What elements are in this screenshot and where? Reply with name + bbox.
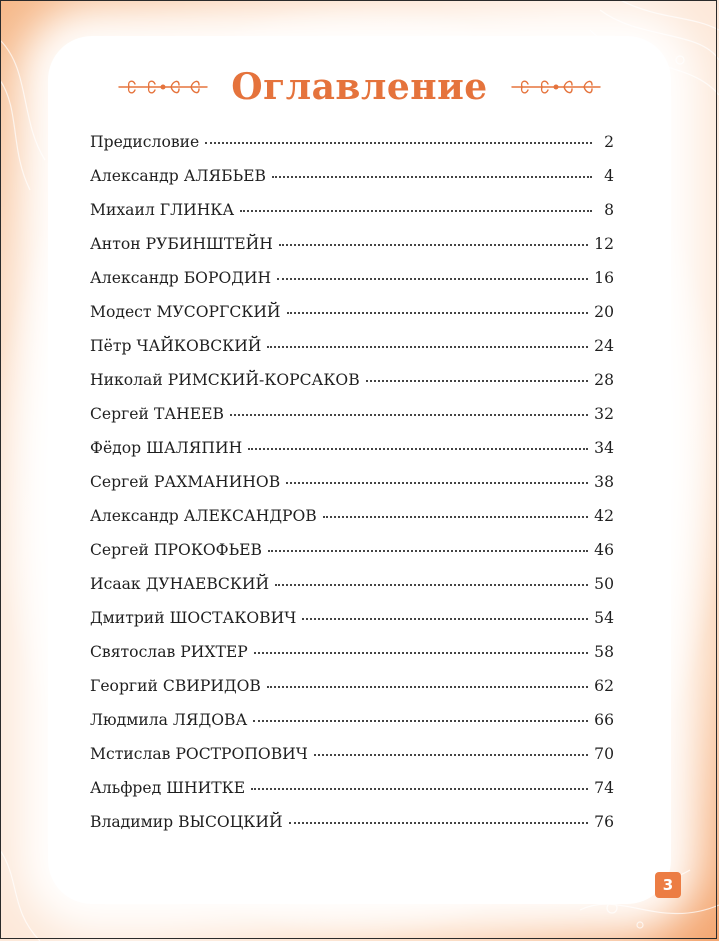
toc-entry-page: 62 <box>594 677 614 695</box>
toc-entry[interactable] <box>90 575 614 609</box>
toc-entry-name: Сергей <box>90 405 149 423</box>
toc-entry-page: 76 <box>594 813 614 831</box>
toc-entry-name: Исаак <box>90 575 141 593</box>
toc-entry[interactable] <box>90 711 614 745</box>
dot-leader <box>277 278 588 280</box>
toc-entry-surname: РОСТРОПОВИЧ <box>175 745 308 763</box>
leaf-branch-icon <box>115 76 211 98</box>
toc-entry-title <box>90 439 242 457</box>
toc-entry-page: 42 <box>594 507 614 525</box>
dot-leader <box>289 822 589 824</box>
toc-entry-surname: ШНИТКЕ <box>166 779 246 797</box>
toc-entry-page: 16 <box>594 269 614 287</box>
toc-entry-name: Николай <box>90 371 163 389</box>
toc-entry-page: 2 <box>604 133 614 151</box>
toc-entry-title <box>90 813 283 831</box>
toc-entry-name: Антон <box>90 235 141 253</box>
toc-entry-surname: РУБИНШТЕЙН <box>145 235 273 253</box>
dot-leader <box>248 448 588 450</box>
toc-entry-title <box>90 303 281 321</box>
dot-leader <box>267 346 588 348</box>
dot-leader <box>314 754 588 756</box>
toc-entry-title <box>90 507 317 525</box>
toc-entry[interactable] <box>90 677 614 711</box>
toc-entry-name: Георгий <box>90 677 158 695</box>
toc-entry-name: Предисловие <box>90 133 200 151</box>
dot-leader <box>272 176 592 178</box>
toc-entry-title <box>90 473 280 491</box>
toc-entry-page: 4 <box>604 167 614 185</box>
toc-entry-page: 54 <box>594 609 614 627</box>
toc-entry-title <box>90 745 308 763</box>
dot-leader <box>366 380 588 382</box>
toc-entry-title <box>90 541 262 559</box>
dot-leader <box>286 482 588 484</box>
toc-entry-surname: СВИРИДОВ <box>162 677 261 695</box>
toc-entry-page: 8 <box>604 201 614 219</box>
toc-entry-name: Александр <box>90 507 179 525</box>
toc-entry[interactable] <box>90 609 614 643</box>
toc-entry[interactable] <box>90 303 614 337</box>
toc-entry-title <box>90 201 234 219</box>
dot-leader <box>240 210 592 212</box>
toc-entry-surname: ПРОКОФЬЕВ <box>153 541 262 559</box>
toc-entry-title <box>90 575 269 593</box>
toc-entry-title <box>90 711 247 729</box>
toc-entry-page: 58 <box>594 643 614 661</box>
toc-entry-page: 70 <box>594 745 614 763</box>
toc-entry-surname: ДУНАЕВСКИЙ <box>145 575 270 593</box>
toc-entry-surname: ШОСТАКОВИЧ <box>169 609 297 627</box>
toc-entry-name: Владимир <box>90 813 174 831</box>
toc-entry-title <box>90 235 273 253</box>
dot-leader <box>302 618 588 620</box>
toc-entry-title <box>90 677 261 695</box>
toc-entry-surname: БОРОДИН <box>183 269 272 287</box>
toc-entry-page: 74 <box>594 779 614 797</box>
toc-entry-surname: ТАНЕЕВ <box>153 405 224 423</box>
dot-leader <box>323 516 588 518</box>
page-number-badge <box>655 872 681 898</box>
toc-entry-title <box>90 609 296 627</box>
toc-entry-surname: ВЫСОЦКИЙ <box>178 813 283 831</box>
toc-entry[interactable] <box>90 337 614 371</box>
toc-entry[interactable] <box>90 643 614 677</box>
table-of-contents <box>90 133 614 847</box>
toc-entry-name: Дмитрий <box>90 609 165 627</box>
toc-entry-page: 20 <box>594 303 614 321</box>
toc-entry-surname: АЛЕКСАНДРОВ <box>183 507 317 525</box>
toc-entry-surname: РАХМАНИНОВ <box>153 473 281 491</box>
toc-entry-surname: РИМСКИЙ-КОРСАКОВ <box>167 371 360 389</box>
toc-entry[interactable] <box>90 201 614 235</box>
toc-entry-name: Александр <box>90 269 179 287</box>
toc-entry-name: Пётр <box>90 337 132 355</box>
toc-entry[interactable] <box>90 167 614 201</box>
toc-entry-surname: АЛЯБЬЕВ <box>183 167 266 185</box>
toc-entry[interactable] <box>90 235 614 269</box>
toc-entry[interactable] <box>90 405 614 439</box>
toc-entry-page: 34 <box>594 439 614 457</box>
toc-entry-title <box>90 133 199 151</box>
toc-entry-surname: РИХТЕР <box>180 643 248 661</box>
toc-entry[interactable] <box>90 269 614 303</box>
toc-entry[interactable] <box>90 813 614 847</box>
toc-entry[interactable] <box>90 371 614 405</box>
leaf-branch-icon <box>508 76 604 98</box>
toc-entry-title <box>90 643 248 661</box>
dot-leader <box>253 720 588 722</box>
toc-entry[interactable] <box>90 779 614 813</box>
toc-entry[interactable] <box>90 133 614 167</box>
toc-entry-name: Михаил <box>90 201 155 219</box>
toc-entry-surname: ГЛИНКА <box>159 201 235 219</box>
toc-entry-page: 50 <box>594 575 614 593</box>
dot-leader <box>267 686 588 688</box>
dot-leader <box>230 414 588 416</box>
toc-entry-name: Людмила <box>90 711 168 729</box>
dot-leader <box>205 142 592 144</box>
toc-entry-surname: МУСОРГСКИЙ <box>156 303 281 321</box>
dot-leader <box>268 550 588 552</box>
toc-entry-surname: ЛЯДОВА <box>172 711 248 729</box>
toc-entry-page: 32 <box>594 405 614 423</box>
toc-entry-page: 24 <box>594 337 614 355</box>
toc-entry-page: 46 <box>594 541 614 559</box>
toc-entry-surname: ШАЛЯПИН <box>146 439 243 457</box>
toc-entry-name: Фёдор <box>90 439 142 457</box>
title-row <box>0 62 719 112</box>
dot-leader <box>287 312 589 314</box>
toc-entry-name: Святослав <box>90 643 176 661</box>
toc-entry-title <box>90 371 360 389</box>
toc-entry-title <box>90 269 271 287</box>
dot-leader <box>275 584 588 586</box>
page-number: 3 <box>662 876 674 894</box>
toc-entry[interactable] <box>90 439 614 473</box>
dot-leader <box>279 244 588 246</box>
toc-entry-name: Модест <box>90 303 152 321</box>
dot-leader <box>251 788 588 790</box>
toc-entry[interactable] <box>90 507 614 541</box>
toc-entry-title <box>90 405 224 423</box>
toc-entry-page: 38 <box>594 473 614 491</box>
toc-entry-name: Альфред <box>90 779 162 797</box>
toc-entry-name: Мстислав <box>90 745 171 763</box>
toc-entry[interactable] <box>90 745 614 779</box>
toc-entry-surname: ЧАЙКОВСКИЙ <box>136 337 262 355</box>
toc-entry-page: 28 <box>594 371 614 389</box>
toc-entry-name: Сергей <box>90 541 149 559</box>
toc-entry-title <box>90 779 245 797</box>
toc-entry[interactable] <box>90 473 614 507</box>
toc-entry-name: Александр <box>90 167 179 185</box>
toc-entry[interactable] <box>90 541 614 575</box>
dot-leader <box>254 652 588 654</box>
page-title: Оглавление <box>231 66 488 108</box>
toc-entry-title <box>90 167 266 185</box>
toc-entry-page: 66 <box>594 711 614 729</box>
toc-entry-page: 12 <box>594 235 614 253</box>
toc-entry-title <box>90 337 261 355</box>
toc-entry-name: Сергей <box>90 473 149 491</box>
